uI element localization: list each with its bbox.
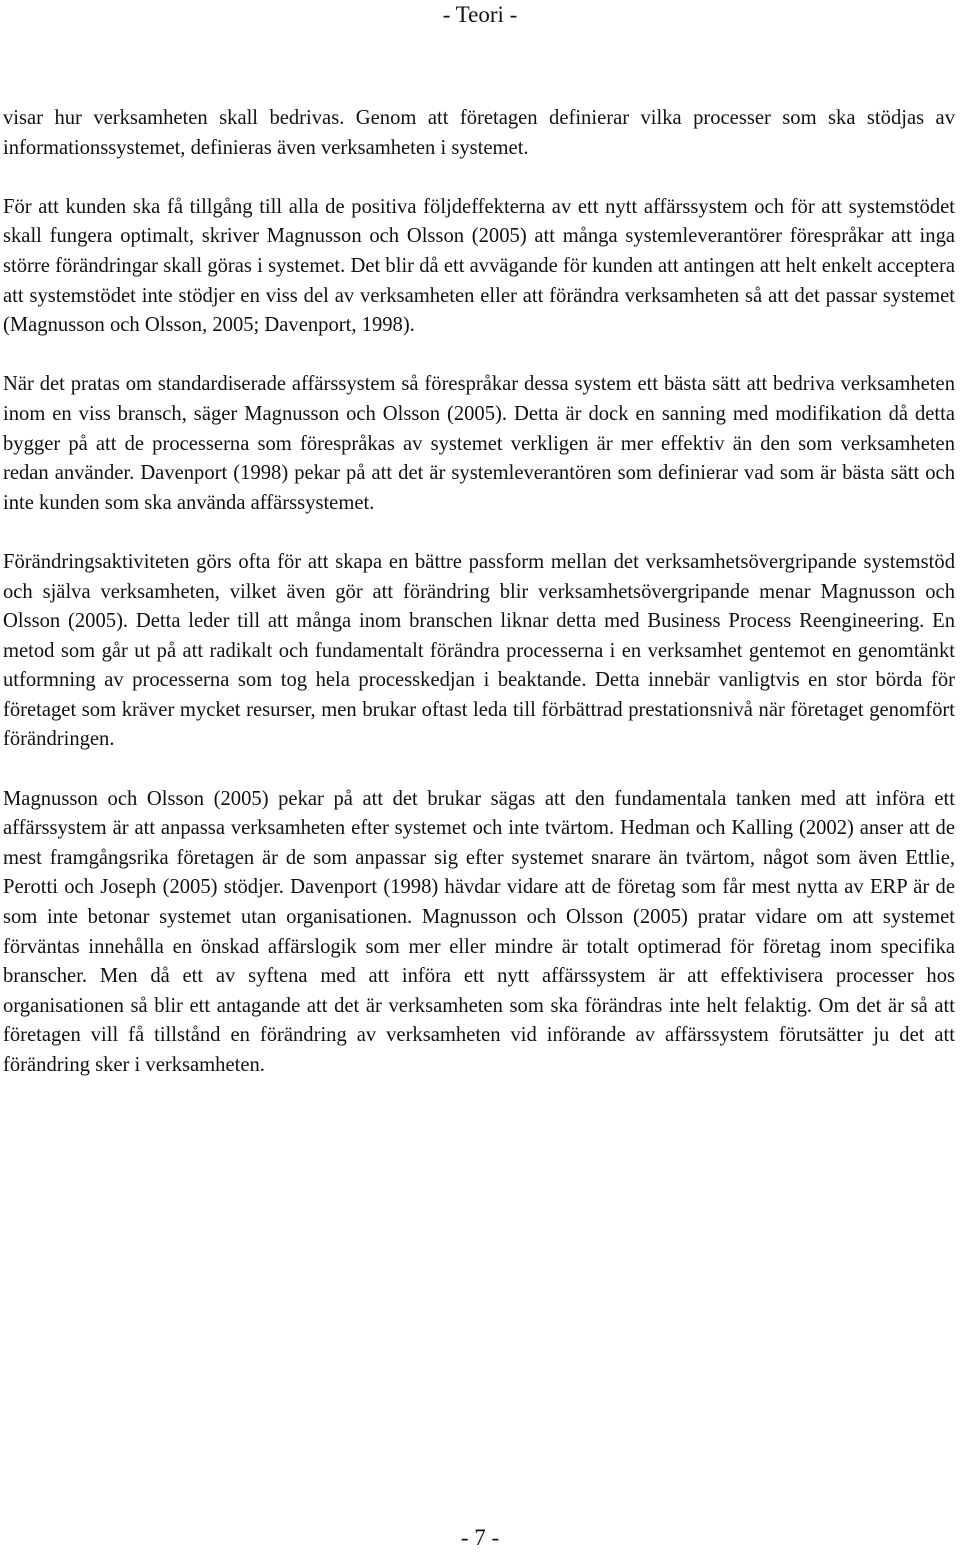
body-text — [3, 104, 955, 1110]
page-number: - 7 - — [460, 1525, 500, 1550]
paragraph-2: För att kunden ska få tillgång till alla de positiva följdeffekterna av ett nytt affärssystem och för att systemstödet skall fungera optimalt, skriver Magnusson och Olsson (2005) att många systemleverantörer förespråkar att inga större förändringar skall göras i systemet. Det blir då ett avvägande för kunden att antingen att helt enkelt acceptera att systemstödet inte stödjer en viss del av verksamheten eller att förändra verksamheten så att det passar systemet (Magnusson och Olsson, 2005; Davenport, 1998). — [3, 195, 955, 337]
page-header-title: - Teori - — [442, 2, 518, 27]
paragraph-3: När det pratas om standardiserade affärssystem så förespråkar dessa system ett bästa sätt att bedriva verksamheten inom en viss bransch, säger Magnusson och Olsson (2005). Detta är dock en sanning med modifikation då detta bygger på att de processerna som förespråkas av systemet verkligen är mer effektiv än den som verksamheten redan använder. Davenport (1998) pekar på att det är systemleverantören som definierar vad som är bästa sätt och inte kunden som ska använda affärssystemet. — [3, 373, 955, 514]
paragraph-4: Förändringsaktiviteten görs ofta för att skapa en bättre passform mellan det verksamhetsövergripande systemstöd och själva verksamheten, vilket även gör att förändring blir verksamhetsövergripande menar Magnusson och Olsson (2005). Detta leder till att många inom branschen liknar detta med Business Process Reengineering. En metod som går ut på att radikalt och fundamentalt förändra processerna i en verksamhet gentemot en genomtänkt utformning av processerna som tog hela processkedjan i beaktande. Detta innebär vanligtvis en stor börda för företaget som kräver mycket resurser, men brukar oftast leda till förbättrad prestationsnivå när företaget genomfört förändringen. — [3, 550, 955, 751]
paragraph-5: Magnusson och Olsson (2005) pekar på att det brukar sägas att den fundamentala tanken med att införa ett affärssystem är att anpassa verksamheten efter systemet och inte tvärtom. Hedman och Kalling (2002) anser att de mest framgångsrika företagen är de som anpassar sig efter systemet snarare än tvärtom, något som även Ettlie, Perotti och Joseph (2005) stödjer. Davenport (1998) hävdar vidare att de företag som får mest nytta av ERP är de som inte betonar systemet utan organisationen. Magnusson och Olsson (2005) pratar vidare om att systemet förväntas innehålla en önskad affärslogik som mer eller mindre är totalt optimerad för företag inom specifika branscher. Men då ett av syftena med att införa ett nytt affärssystem är att effektivisera processer hos organisationen så blir ett antagande att det är verksamheten som ska förändras inte helt felaktig. Om det är så att företagen vill få tillstånd en förändring av verksamheten vid införande av affärssystem förutsätter ju det att förändring sker i verksamheten. — [3, 787, 955, 1076]
paragraph-1: visar hur verksamheten skall bedrivas. Genom att företagen definierar vilka processer som ska stödjas av informationssystemet, definieras även verksamheten i systemet. — [3, 107, 955, 159]
